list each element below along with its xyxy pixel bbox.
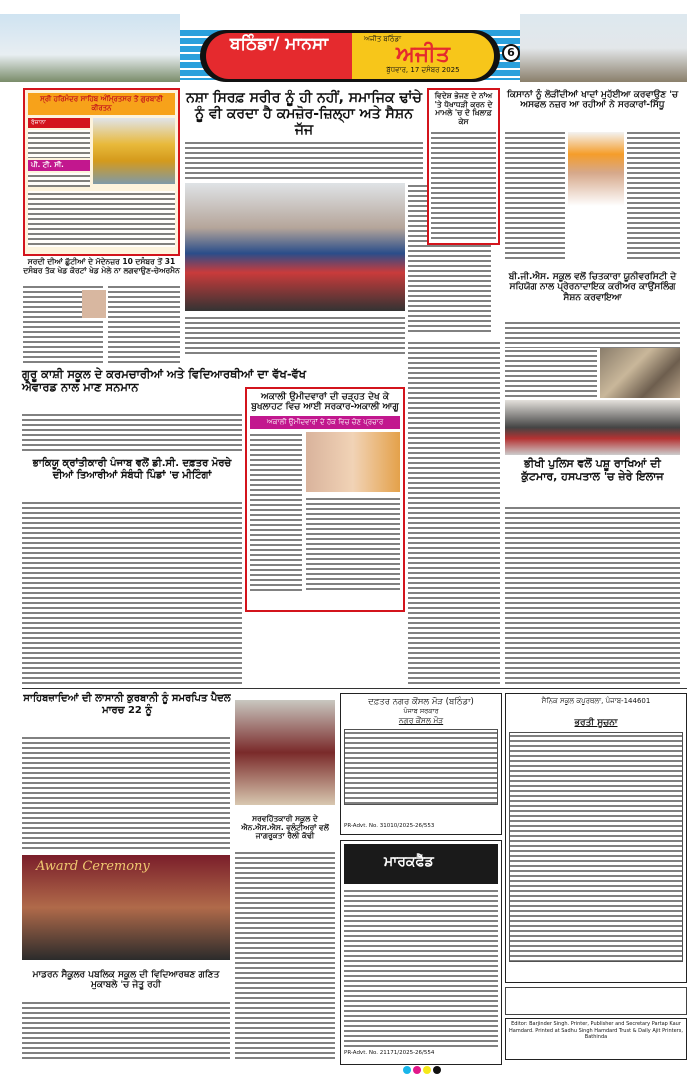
golden-temple-photo [93, 118, 175, 184]
imprint-box [505, 1018, 687, 1060]
sainik-heading: ਭਰਤੀ ਸੂਚਨਾ [574, 718, 618, 728]
council-table [344, 729, 498, 805]
masthead-logo: ਅਜੀਤ [396, 42, 450, 67]
headline-s3: ਕਿਸਾਨਾਂ ਨੂੰ ਲੋੜੀਂਦੀਆਂ ਖਾਦਾਂ ਮੁਹੱਈਆ ਕਰਵਾਉਣ 'ਚ ਅਸਫਲ ਨਜ਼ਰ ਆ ਰਹੀਆਂ ਨੇ ਸਰਕਾਰਾਂ-ਸਿੱਧੂ [506, 90, 679, 111]
notice-box [505, 987, 687, 1015]
headline-s1: ਨਸ਼ਾ ਸਿਰਫ਼ ਸਰੀਰ ਨੂੰ ਹੀ ਨਹੀਂ, ਸਮਾਜਿਕ ਢਾਂਚੇ ਨੂੰ ਵੀ ਕਰਦਾ ਹੈ ਕਮਜ਼ੋਰ-ਜ਼ਿਲ੍ਹਾ ਅਤੇ ਸੈਸ਼ਨ ਜੱਜ [186, 90, 422, 139]
headline-s6: ਗੁਰੂ ਕਾਸ਼ੀ ਸਕੂਲ ਦੇ ਕਰਮਚਾਰੀਆਂ ਅਤੇ ਵਿਦਿਆਰਥੀਆਂ ਦਾ ਵੱਖ-ਵੱਖ ਐਵਾਰਡ ਨਾਲ ਮਾਣ ਸਨਮਾਨ [22, 367, 307, 395]
headline-s2: ਵਿਦੇਸ਼ ਭੇਜਣ ਦੇ ਨਾਂਅ 'ਤੇ ਧੋਖਾਧੜੀ ਕਰਨ ਦੇ ਮਾਮਲੇ 'ਚ ਦੋ ਖ਼ਿਲਾਫ਼ ਕੇਸ [434, 91, 493, 126]
sainik-title: ਸੈਨਿਕ ਸਕੂਲ ਕਪੂਰਥਲਾ, ਪੰਜਾਬ-144601 [541, 697, 651, 705]
kirtan-box [23, 88, 180, 256]
headline-s11: ਸਰਵਹਿੱਤਕਾਰੀ ਸਕੂਲ ਦੇ ਐਨ.ਐਸ.ਐਸ. ਵਲੰਟੀਅਰਾਂ ਵਲੋਂ ਜਾਗਰੂਕਤਾ ਰੈਲੀ ਕੱਢੀ [241, 814, 329, 841]
kirtan-title: ਸ੍ਰੀ ਹਰਿਮੰਦਰ ਸਾਹਿਬ ਅੰਮ੍ਰਿਤਸਰ ਤੋਂ ਗੁਰਬਾਣੀ ਕੀਰਤਨ [28, 93, 175, 115]
subhead-s7: ਅਕਾਲੀ ਉਮੀਦਵਾਰਾਂ ਦੇ ਹੱਕ ਵਿਚ ਚੋਣ ਪ੍ਰਚਾਰ [250, 416, 400, 429]
markfed-advt-no: PR-Advt. No. 21171/2025-26/554 [344, 1050, 435, 1056]
council-advt-no: PR-Advt. No. 31010/2025-26/553 [344, 823, 435, 829]
markfed-logo: ਮਾਰਕਫੈੱਡ [344, 844, 498, 884]
headline-s8: ਭਾਕਿਯੂ ਕ੍ਰਾਂਤੀਕਾਰੀ ਪੰਜਾਬ ਵਲੋਂ ਡੀ.ਸੀ. ਦਫ਼ਤਰ ਮੋਰਚੇ ਦੀਆਂ ਤਿਆਰੀਆਂ ਸੰਬੰਧੀ ਪਿੰਡਾਂ 'ਚ ਮੀਟਿੰਗਾਂ [32, 458, 232, 481]
award-caption: Award Ceremony [36, 859, 150, 874]
headline-s10: ਸਾਹਿਬਜ਼ਾਦਿਆਂ ਦੀ ਲਾਸਾਨੀ ਕੁਰਬਾਨੀ ਨੂੰ ਸਮਰਪਿਤ ਪੈਦਲ ਮਾਰਚ 22 ਨੂੰ [23, 693, 231, 716]
sidhu-photo [568, 132, 624, 206]
registration-marks [403, 1066, 441, 1074]
council-gov: ਪੰਜਾਬ ਸਰਕਾਰ [403, 707, 439, 715]
divider [22, 688, 687, 689]
headline-s7: ਅਕਾਲੀ ਉਮੀਦਵਾਰਾਂ ਦੀ ਚੜ੍ਹਤ ਦੇਖ ਕੇ ਬੁਖਲਾਹਟ ਵਿਚ ਆਈ ਸਰਕਾਰ-ਅਕਾਲੀ ਆਗੂ [251, 392, 399, 413]
markfed-ad [340, 840, 502, 1065]
council-ad [340, 693, 502, 835]
bgs-photo-2 [505, 400, 680, 455]
page-number: 6 [502, 44, 520, 62]
masthead-pill [200, 30, 500, 82]
kirtan-label-ptc: ਪੀ. ਟੀ. ਸੀ. [28, 160, 90, 171]
council-name: ਨਗਰ ਕੌਂਸਲ ਮੌੜ [398, 716, 444, 725]
headline-s5: ਬੀ.ਜੀ.ਐਸ. ਸਕੂਲ ਵਲੋਂ ਚਿਤਕਾਰਾ ਯੂਨੀਵਰਸਿਟੀ ਦੇ ਸਹਿਯੋਗ ਨਾਲ ਪ੍ਰੇਰਨਾਦਾਇਕ ਕਰੀਅਰ ਕਾਉਂਸਲਿੰਗ ਸੈਸ਼ਨ ਕਰਵਾਇਆ [508, 272, 677, 303]
sainik-table [509, 732, 683, 962]
main-story-photo [185, 183, 405, 311]
masthead-subtitle: ਅਜੀਤ ਬਠਿੰਡਾ [364, 35, 402, 43]
person-photo [82, 290, 106, 318]
imprint-text: Editor: Barjinder Singh. Printer, Publisher and Secretary Partap Kaur Hamdard. Printed at Sadhu Singh Hamdard Trust & Daily Ajit Printers, Bathinda [509, 1021, 683, 1040]
box-s2 [427, 88, 500, 245]
edition-label: ਬਠਿੰਡਾ/ ਮਾਨਸਾ [206, 33, 352, 79]
council-title: ਦਫ਼ਤਰ ਨਗਰ ਕੌਂਸਲ ਮੌੜ (ਬਠਿੰਡਾ) [368, 697, 474, 707]
masthead-photo-left [0, 14, 180, 82]
kirtan-label-daily: ਰੋਜ਼ਾਨਾ [28, 118, 90, 128]
akali-leaders-photo [306, 432, 400, 492]
masthead-photo-right [520, 14, 687, 82]
box-s7 [245, 387, 405, 612]
headline-s4: ਸਰਦੀ ਦੀਆਂ ਛੁੱਟੀਆਂ ਦੇ ਮੱਦੇਨਜ਼ਰ 10 ਦਸੰਬਰ ਤੋਂ 31 ਦਸੰਬਰ ਤੱਕ ਖੇਡ ਕੋਰਟਾਂ ਖੇਡ ਮੇਲੇ ਨਾ ਲਗਵਾਉਣ-ਚੇਅਰਮੈਨ [23, 257, 180, 275]
bgs-photo-1 [600, 348, 680, 398]
masthead-date: ਬੁੱਧਵਾਰ, 17 ਦਸੰਬਰ 2025 [386, 66, 460, 74]
award-photo [22, 855, 230, 960]
sainik-ad [505, 693, 687, 983]
headline-s9: ਭੀਖੀ ਪੁਲਿਸ ਵਲੋਂ ਪਸ਼ੂ ਰਾਖਿਆਂ ਦੀ ਕੁੱਟਮਾਰ, ਹਸਪਤਾਲ 'ਚ ਜ਼ੇਰੇ ਇਲਾਜ [521, 457, 664, 483]
rally-photo [235, 700, 335, 805]
headline-s12: ਮਾਡਰਨ ਸੈਕੂਲਰ ਪਬਲਿਕ ਸਕੂਲ ਦੀ ਵਿਦਿਆਰਥਣ ਗਣਿਤ ਮੁਕਾਬਲੇ 'ਚ ਜੇਤੂ ਰਹੀ [32, 970, 220, 991]
